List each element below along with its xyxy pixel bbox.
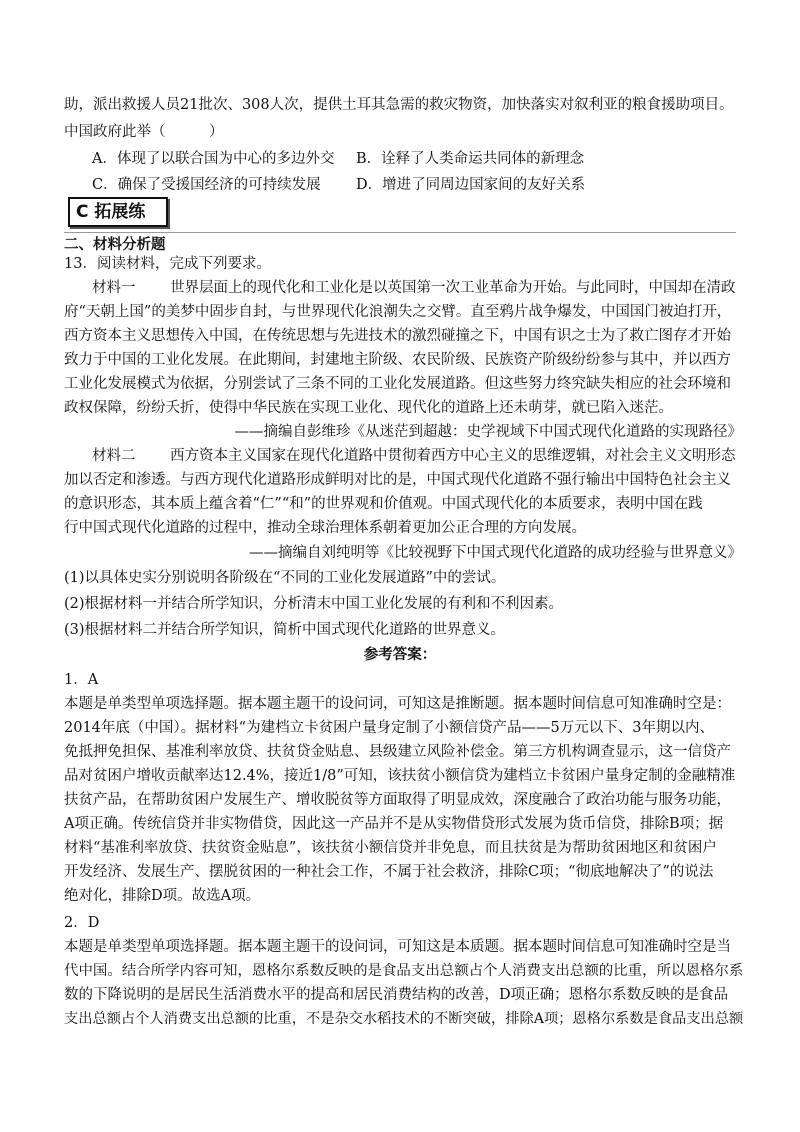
answer-line: 支出总额占个人消费支出总额的比重，不是杂交水稻技术的不断突破，排除A项；恩格尔系数是食品支出总额	[64, 1011, 744, 1027]
sub-question-2: (2)根据材料一并结合所学知识，分析清末中国工业化发展的有利和不利因素。	[64, 596, 564, 612]
answer-line: 本题是单类型单项选择题。据本题主题干的设问词，可知这是本质题。据本题时间信息可知准确时空是当	[64, 939, 731, 955]
answer-line: 本题是单类型单项选择题。据本题主题干的设问词，可知这是推断题。据本题时间信息可知准确时空是：	[64, 696, 731, 712]
answer-line: A项正确。传统信贷并非实物借贷，因此这一产品并不是从实物借贷形式发展为货币信贷，排除B项；据	[64, 816, 724, 832]
answer-line: 数的下降说明的是居民生活消费水平的提高和居民消费结构的改善，D项正确；恩格尔系数反映的是食品	[64, 987, 729, 1003]
badge-letter: C	[76, 202, 89, 222]
material-line: 工业化发展模式为依据，分别尝试了三条不同的工业化发展道路。但这些努力终究缺失相应的社会环境和	[64, 376, 731, 392]
material-line: 加以否定和渗透。与西方现代化道路形成鲜明对比的是，中国式现代化道路不强行输出中国特色社会主义	[64, 472, 731, 488]
material2-source: ——摘编自刘纯明等《比较视野下中国式现代化道路的成功经验与世界意义》	[249, 545, 742, 561]
answer-line: 品对贫困户增收贡献率达12.4%，接近1/8”可知，该扶贫小额信贷为建档立卡贫困户量身定制的金融精准	[64, 768, 736, 784]
answer-2-label: 2．D	[64, 915, 100, 931]
answer-line: 扶贫产品，在帮助贫困户发展生产、增收脱贫等方面取得了明显成效，深度融合了政治功能与服务功能，	[64, 792, 731, 808]
option-c: C．确保了受援国经济的可持续发展	[92, 177, 321, 193]
material-line: 西方资本主义思想传入中国，在传统思想与先进技术的激烈碰撞之下，中国有识之士为了救亡图存才开始	[64, 328, 731, 344]
material-line: 材料二 西方资本主义国家在现代化道路中贯彻着西方中心主义的思维逻辑，对社会主义文明形态	[92, 448, 736, 464]
material2-label: 材料二	[92, 448, 136, 464]
answer-1-label: 1．A	[64, 672, 99, 688]
option-d: D．增进了同周边国家间的友好关系	[356, 177, 586, 193]
sub-question-3: (3)根据材料二并结合所学知识，简析中国式现代化道路的世界意义。	[64, 622, 506, 638]
answer-line: 绝对化，排除D项。故选A项。	[64, 888, 261, 904]
material-line: 府“天朝上国”的美梦中固步自封，与世界现代化浪潮失之交臂。直至鸦片战争爆发，中国国门被迫打开，	[64, 304, 732, 320]
answer-line: 开发经济、发展生产、摆脱贫困的一种社会工作，不属于社会救济，排除C项；“彻底地解决了”的说法	[64, 864, 714, 880]
body-text-line: 助，派出救援人员21批次、308人次，提供土耳其急需的救灾物资，加快落实对叙利亚的粮食援助项目。	[64, 97, 734, 113]
material-line: 行中国式现代化道路的过程中，推动全球治理体系朝着更加公正合理的方向发展。	[64, 520, 586, 536]
material1-source: ——摘编自彭维珍《从迷茫到超越：史学视域下中国式现代化道路的实现路径》	[234, 424, 742, 440]
answer-line: 免抵押免担保、基准利率放贷、扶贫贷金贴息、县级建立风险补偿金。第三方机构调查显示，这一信贷产	[64, 744, 731, 760]
answer-line: 代中国。结合所学内容可知，恩格尔系数反映的是食品支出总额占个人消费支出总额的比重，所以恩格尔系	[64, 963, 744, 979]
answer-line: 2014年底（中国）。据材料“为建档立卡贫困户量身定制了小额信贷产品——5万元以下、3年期以内、	[64, 720, 715, 736]
question-stem: 中国政府此举（ ）	[64, 124, 224, 140]
answer-line: 材料“基准利率放贷、扶贫资金贴息”，该扶贫小额信贷并非免息，而且扶贫是为帮助贫困地区和贫困户	[64, 840, 717, 856]
sub-question-1: (1)以具体史实分别说明各阶级在“不同的工业化发展道路”中的尝试。	[64, 570, 506, 586]
material1-label: 材料一	[92, 280, 136, 296]
material-line: 材料一 世界层面上的现代化和工业化是以英国第一次工业革命为开始。与此同时，中国却在清政	[92, 280, 736, 296]
badge-text: 拓展练	[94, 202, 146, 222]
option-a: A．体现了以联合国为中心的多边外交	[92, 151, 335, 167]
material-line: 的意识形态，其本质上蕴含着“仁”“和”的世界观和价值观。中国式现代化的本质要求，表明中国在践	[64, 496, 703, 512]
material-line: 致力于中国的工业化发展。在此期间，封建地主阶级、农民阶级、民族资产阶级纷纷参与其中，并以西方	[64, 352, 731, 368]
section-heading: 二、材料分析题	[64, 236, 166, 253]
option-b: B．诠释了人类命运共同体的新理念	[356, 151, 585, 167]
material-line: 政权保障，纷纷夭折，使得中华民族在实现工业化、现代化的道路上还未萌芽，就已陷入迷茫。	[64, 400, 673, 416]
answers-title: 参考答案：	[363, 646, 437, 663]
section-badge	[68, 197, 168, 227]
question-intro: 13．阅读材料，完成下列要求。	[64, 256, 271, 272]
divider	[64, 232, 736, 233]
